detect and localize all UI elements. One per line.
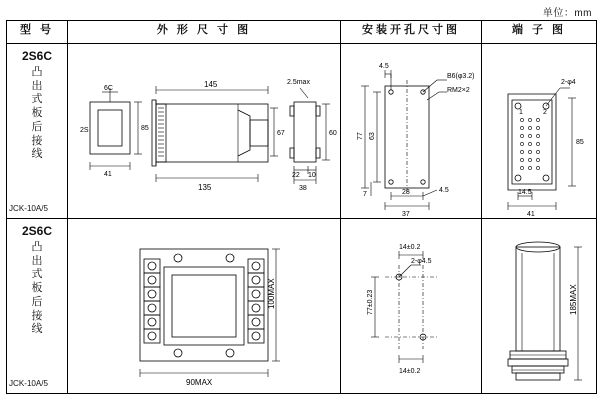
table-row: [7, 219, 597, 394]
dim-label: 28: [402, 189, 410, 196]
dim-label: 14±0.2: [399, 368, 421, 375]
dim-label: 100MAX: [267, 278, 276, 309]
model-code-1: 2S6C: [21, 49, 53, 63]
outline-drawing-1: [68, 44, 340, 219]
dim-label: 41: [527, 211, 535, 218]
model-code-2: 2S6C: [21, 224, 53, 238]
dimension-sheet: [6, 20, 597, 394]
dim-label: RM2×2: [447, 87, 470, 94]
model-desc-1: 凸 出 式 板 后 接 线: [31, 65, 43, 161]
header-panel-cutout: 安装开孔尺寸图: [341, 21, 482, 44]
terminal-drawing-1: [482, 44, 596, 219]
terminal-drawing-2: [482, 219, 596, 394]
dim-label: 4.5: [439, 187, 449, 194]
dim-label: 77±0.23: [367, 289, 374, 315]
dim-label: 2-φ4: [561, 79, 576, 86]
dim-label: 77: [357, 132, 364, 140]
dim-label: 2-φ4.5: [411, 258, 432, 265]
dim-label: 85: [141, 125, 149, 132]
terminal-cell-2: [482, 219, 597, 394]
dim-label: 38: [299, 185, 307, 192]
model-desc-2: 凸 出 式 板 后 接 线: [31, 240, 43, 336]
outline-cell-1: [68, 44, 341, 219]
panel-cutout-drawing-1: [341, 44, 481, 219]
unit-note: 单位：mm: [542, 8, 592, 19]
dim-label: 90MAX: [186, 378, 213, 387]
dim-label: 6C: [104, 85, 113, 92]
svg-text:2: 2: [543, 109, 547, 116]
model-tail-2: JCK-10A/5: [9, 378, 49, 389]
dim-label: 135: [198, 183, 212, 192]
header-model: 型 号: [7, 21, 68, 44]
dim-label: 22: [292, 172, 300, 179]
header-terminal: 端 子 图: [482, 21, 597, 44]
panel-cutout-cell-2: [341, 219, 482, 394]
dim-label: 67: [277, 130, 285, 137]
model-tail-1: JCK-10A/5: [9, 203, 49, 214]
dim-label: 4.5: [379, 63, 389, 70]
dim-label: 63: [369, 132, 376, 140]
sheet-header-row: [7, 21, 597, 44]
dim-label: 60: [329, 130, 337, 137]
header-outline: 外 形 尺 寸 图: [68, 21, 341, 44]
outline-drawing-2: [68, 219, 340, 394]
panel-cutout-cell-1: [341, 44, 482, 219]
dim-label: 10: [308, 172, 316, 179]
dim-label: 185MAX: [569, 284, 578, 315]
model-cell-1: [7, 44, 68, 219]
dim-label: 85: [576, 139, 584, 146]
dim-label: 7: [363, 191, 367, 198]
dim-label: 14±0.2: [399, 244, 421, 251]
panel-cutout-drawing-2: [341, 219, 481, 394]
model-cell-2: [7, 219, 68, 394]
dim-label: 37: [402, 211, 410, 218]
dim-label: 2.5max: [287, 79, 310, 86]
table-row: [7, 44, 597, 219]
dim-label: B6(φ3.2): [447, 73, 475, 80]
dim-label: 2S: [80, 127, 89, 134]
dim-label: 145: [204, 80, 218, 89]
terminal-cell-1: [482, 44, 597, 219]
outline-cell-2: [68, 219, 341, 394]
dim-label: 41: [104, 171, 112, 178]
svg-text:1: 1: [519, 109, 523, 116]
dim-label: 14.5: [518, 189, 532, 196]
